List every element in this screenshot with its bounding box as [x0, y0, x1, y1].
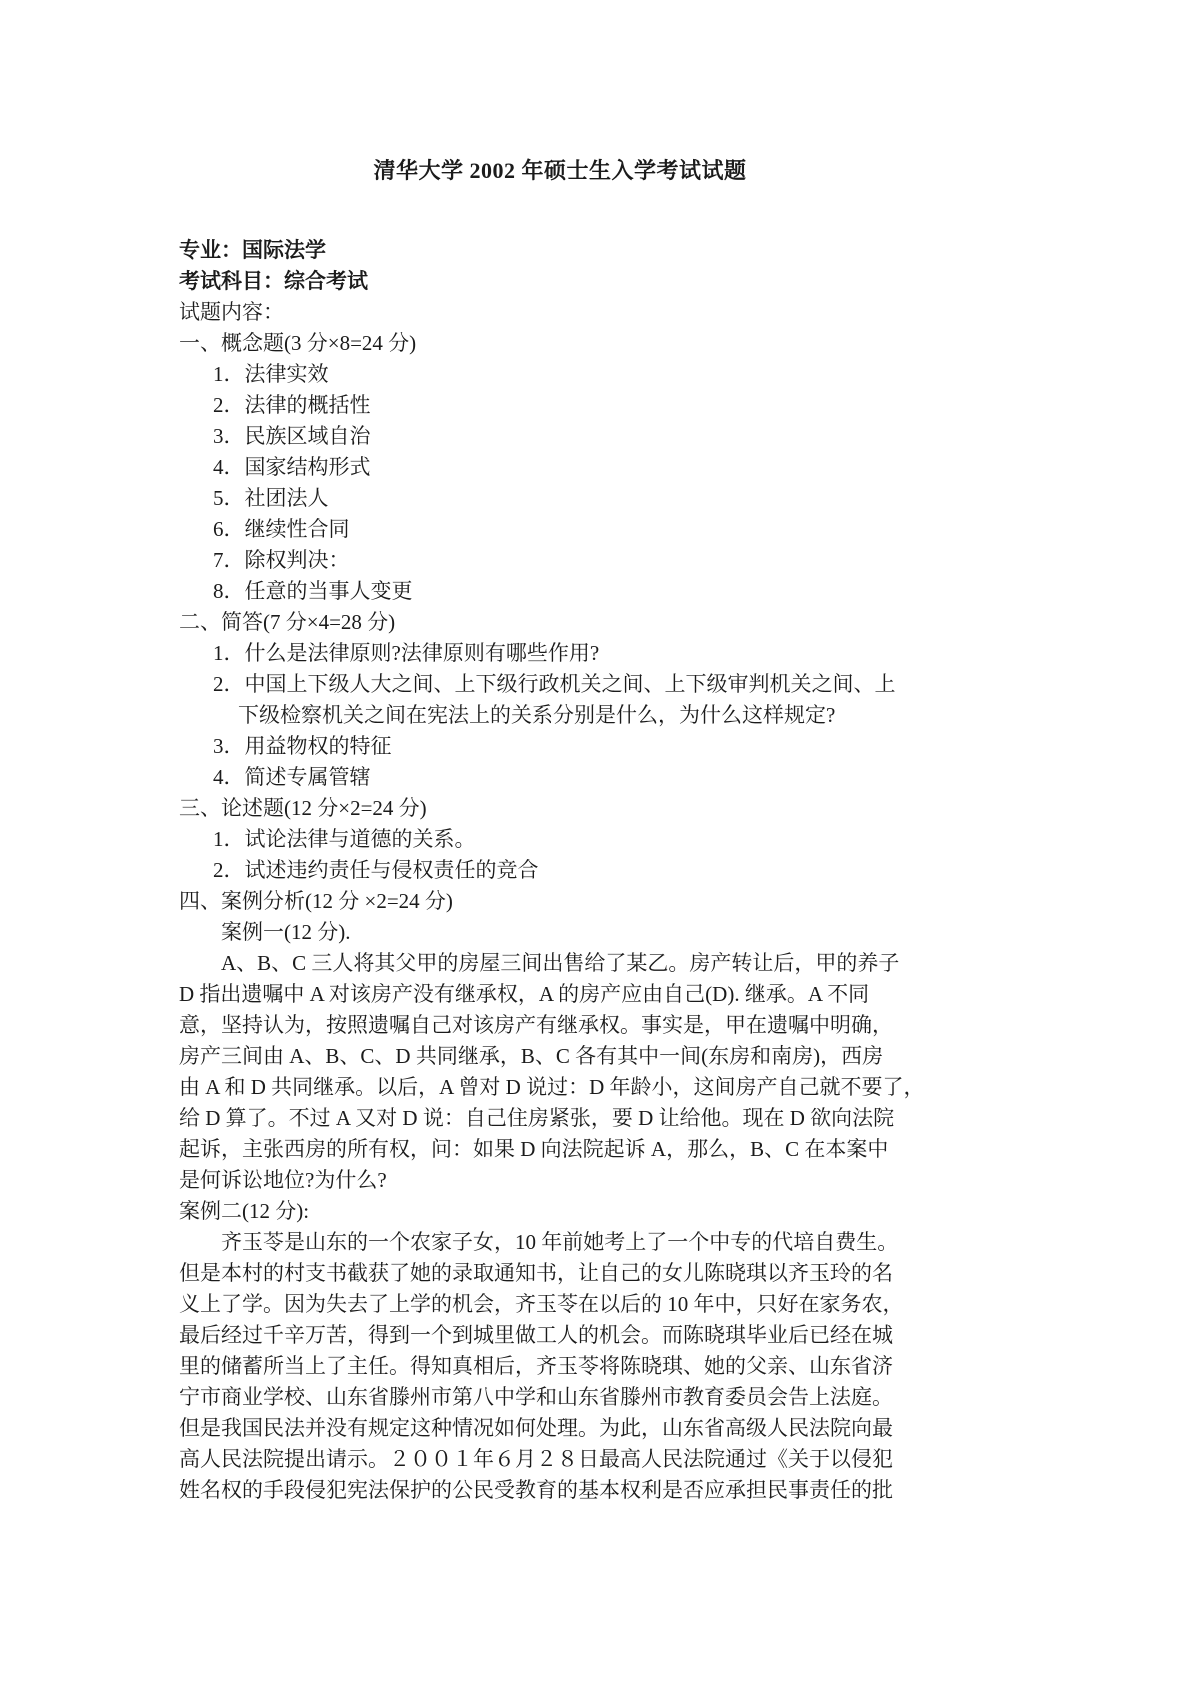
text-line: 3．民族区域自治: [213, 424, 371, 448]
text-line: 7．除权判决：: [213, 548, 350, 572]
text-line: 2．试述违约责任与侵权责任的竞合: [213, 858, 539, 882]
text-line: 高人民法院提出请示。２００１年６月２８日最高人民法院通过《关于以侵犯: [179, 1447, 893, 1471]
text-line: 最后经过千辛万苦，得到一个到城里做工人的机会。而陈晓琪毕业后已经在城: [179, 1323, 893, 1347]
section-heading: 三、论述题(12 分×2=24 分): [179, 796, 427, 820]
content-label: 试题内容：: [179, 300, 284, 324]
text-line: 案例一(12 分).: [221, 920, 351, 944]
section-heading: 四、案例分析(12 分 ×2=24 分): [179, 889, 453, 913]
text-line: D 指出遗嘱中 A 对该房产没有继承权，A 的房产应由自己(D). 继承。A 不同: [179, 982, 870, 1006]
section-lines: [179, 917, 1047, 1506]
text-line: 意，坚持认为，按照遗嘱自己对该房产有继承权。事实是，甲在遗嘱中明确，: [179, 1013, 893, 1037]
text-line: 但是我国民法并没有规定这种情况如何处理。为此，山东省高级人民法院向最: [179, 1416, 893, 1440]
text-line: 给 D 算了。不过 A 又对 D 说：自己住房紧张，要 D 让给他。现在 D 欲向法院: [179, 1106, 895, 1130]
text-line: 宁市商业学校、山东省滕州市第八中学和山东省滕州市教育委员会告上法庭。: [179, 1385, 893, 1409]
text-line: 1．什么是法律原则?法律原则有哪些作用?: [213, 641, 600, 665]
text-line: 3．用益物权的特征: [213, 734, 392, 758]
text-line: 里的储蓄所当上了主任。得知真相后，齐玉苓将陈晓琪、她的父亲、山东省济: [179, 1354, 893, 1378]
subject-line: 考试科目：综合考试: [179, 269, 368, 293]
section-concept-questions: [179, 328, 1047, 607]
text-line: 案例二(12 分):: [179, 1199, 310, 1223]
text-line: 2．中国上下级人大之间、上下级行政机关之间、上下级审判机关之间、上: [213, 672, 896, 696]
text-line: 齐玉苓是山东的一个农家子女，10 年前她考上了一个中专的代培自费生。: [221, 1230, 899, 1254]
text-line: 姓名权的手段侵犯宪法保护的公民受教育的基本权利是否应承担民事责任的批: [179, 1478, 893, 1502]
text-line: 义上了学。因为失去了上学的机会，齐玉苓在以后的 10 年中，只好在家务农，: [179, 1292, 904, 1316]
text-line: 2．法律的概括性: [213, 393, 371, 417]
text-line: 房产三间由 A、B、C、D 共同继承，B、C 各有其中一间(东房和南房)，西房: [179, 1044, 884, 1068]
section-short-answers: [179, 607, 1047, 793]
text-line: 4．简述专属管辖: [213, 765, 371, 789]
text-line: 起诉，主张西房的所有权，问：如果 D 向法院起诉 A，那么，B、C 在本案中: [179, 1137, 889, 1161]
title-row: [0, 0, 1120, 185]
section-lines: [179, 638, 1047, 793]
text-line: 8．任意的当事人变更: [213, 579, 413, 603]
section-essay-questions: [179, 793, 1047, 886]
section-heading: 一、概念题(3 分×8=24 分): [179, 331, 417, 355]
text-line: 是何诉讼地位?为什么?: [179, 1168, 387, 1192]
document-body: [179, 235, 1047, 1506]
text-line: 下级检察机关之间在宪法上的关系分别是什么，为什么这样规定?: [238, 703, 836, 727]
page-title: 清华大学 2002 年硕士生入学考试试题: [373, 158, 747, 183]
text-line: 但是本村的村支书截获了她的录取通知书，让自己的女儿陈晓琪以齐玉玲的名: [179, 1261, 893, 1285]
section-lines: [179, 824, 1047, 886]
text-line: 5．社团法人: [213, 486, 329, 510]
section-case-analysis: [179, 886, 1047, 1506]
text-line: 1．试论法律与道德的关系。: [213, 827, 476, 851]
text-line: 4．国家结构形式: [213, 455, 371, 479]
text-line: 6．继续性合同: [213, 517, 350, 541]
text-line: A、B、C 三人将其父甲的房屋三间出售给了某乙。房产转让后，甲的养子: [221, 951, 900, 975]
text-line: 由 A 和 D 共同继承。以后，A 曾对 D 说过：D 年龄小，这间房产自己就不要了，: [179, 1075, 925, 1099]
text-line: 1．法律实效: [213, 362, 329, 386]
major-line: 专业：国际法学: [179, 238, 326, 262]
section-lines: [179, 359, 1047, 607]
section-heading: 二、简答(7 分×4=28 分): [179, 610, 396, 634]
